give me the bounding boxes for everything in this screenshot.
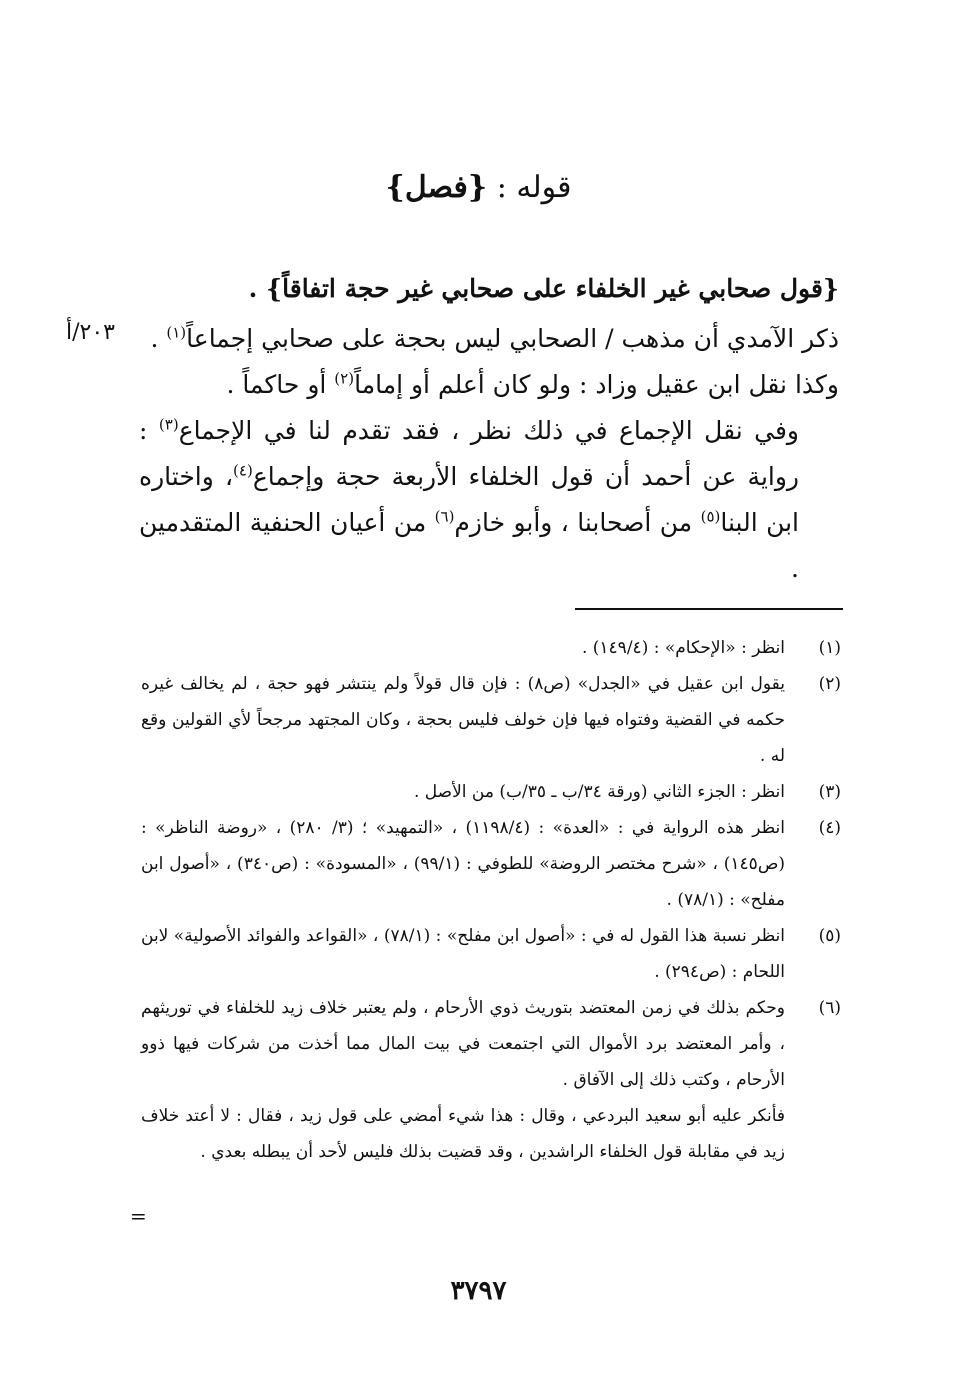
footnote-2 xyxy=(141,666,841,774)
text-span: أو حاكماً . xyxy=(226,370,335,399)
page-number: ٣٧٩٧ xyxy=(450,1276,507,1306)
text-span: . xyxy=(150,324,167,353)
footnote-ref-2[interactable]: (٢) xyxy=(334,369,355,388)
footnote-text: يقول ابن عقيل في «الجدل» (ص٨) : فإن قال قولاً ولم ينتشر فهو حجة ، لم يخالف غيره حكمه في القضية وفتواه فيها فإن خولف فليس بحجة ، وكان المجتهد مرجحاً لأي القولين وقع له . xyxy=(141,674,785,766)
footnote-number: (٤) xyxy=(818,818,841,838)
footnote-text: انظر نسبة هذا القول له في : «أصول ابن مفلح» : (٧٨/١) ، «القواعد والفوائد الأصولية» لابن اللحام : (ص٢٩٤) . xyxy=(141,926,785,982)
text-span: ، واختاره ابن البنا xyxy=(139,462,799,537)
footnote-text: وحكم بذلك في زمن المعتضد بتوريث ذوي الأرحام ، ولم يعتبر خلاف زيد للخلفاء في توريثهم ، وأمر المعتضد برد الأموال التي اجتمعت في بيت المال مما أخذت من شركات فيها ذوو الأرحام ، وكتب ذلك إلى الآفاق . xyxy=(141,998,785,1090)
text-span: : رواية عن أحمد أن قول الخلفاء الأربعة حجة وإجماع xyxy=(139,416,799,491)
continuation-mark: = xyxy=(130,1204,147,1228)
main-line-2 xyxy=(139,362,839,408)
footnote-text: فأنكر عليه أبو سعيد البردعي ، وقال : هذا شيء أمضي على قول زيد ، فقال : لا أعتد خلاف زيد في مقابلة قول الخلفاء الراشدين ، وقد قضيت بذلك فليس لأحد أن يبطله بعدي . xyxy=(141,1106,785,1162)
footnote-6 xyxy=(141,990,841,1098)
footnote-ref-1[interactable]: (١) xyxy=(166,323,187,342)
title-bold: {فصل} xyxy=(385,170,488,205)
text-span: وكذا نقل ابن عقيل وزاد : ولو كان أعلم أو إماماً xyxy=(354,370,839,399)
text-span: من أعيان الحنفية المتقدمين . xyxy=(139,508,799,583)
footnotes xyxy=(141,630,841,1170)
main-text xyxy=(139,266,839,592)
footnote-ref-5[interactable]: (٥) xyxy=(700,507,721,526)
footnote-number: (٥) xyxy=(818,926,841,946)
footnote-ref-6[interactable]: (٦) xyxy=(434,507,455,526)
section-title xyxy=(140,168,817,208)
title-prefix: قوله : xyxy=(496,170,572,205)
footnote-divider xyxy=(575,608,843,610)
footnote-text: انظر : «الإحكام» : (١٤٩/٤) . xyxy=(581,638,785,658)
text-span: وفي نقل الإجماع في ذلك نظر ، فقد تقدم لنا في الإجماع xyxy=(178,416,800,445)
footnote-number: (١) xyxy=(818,638,841,658)
footnote-ref-3[interactable]: (٣) xyxy=(158,415,179,434)
main-paragraph-3 xyxy=(139,408,839,592)
marginal-reference: ٢٠٣/أ xyxy=(66,320,115,345)
footnote-5 xyxy=(141,918,841,990)
footnote-4 xyxy=(141,810,841,918)
footnote-6-continuation xyxy=(141,1098,841,1170)
footnote-1 xyxy=(141,630,841,666)
footnote-number: (٣) xyxy=(818,782,841,802)
footnote-ref-4[interactable]: (٤) xyxy=(233,461,253,480)
footnote-number: (٢) xyxy=(818,674,841,694)
footnote-3 xyxy=(141,774,841,810)
footnote-number: (٦) xyxy=(818,998,841,1018)
section-heading: {قول صحابي غير الخلفاء على صحابي غير حجة اتفاقاً} . xyxy=(248,274,839,303)
main-line-1 xyxy=(139,316,839,362)
footnote-text: انظر هذه الرواية في : «العدة» : (١١٩٨/٤) ، «التمهيد» ؛ (٣/ ٢٨٠) ، «روضة الناظر» : (ص١٤٥) ، «شرح مختصر الروضة» للطوفي : (٩٩/١) ، «المسودة» : (ص٣٤٠) ، «أصول ابن مفلح» : (٧٨/١) . xyxy=(141,818,785,910)
text-span: من أصحابنا ، وأبو خازم xyxy=(454,508,701,537)
footnote-text: انظر : الجزء الثاني (ورقة ٣٤/ب ـ ٣٥/ب) من الأصل . xyxy=(413,782,785,802)
text-span: ذكر الآمدي أن مذهب / الصحابي ليس بحجة على صحابي إجماعاً xyxy=(186,324,839,353)
